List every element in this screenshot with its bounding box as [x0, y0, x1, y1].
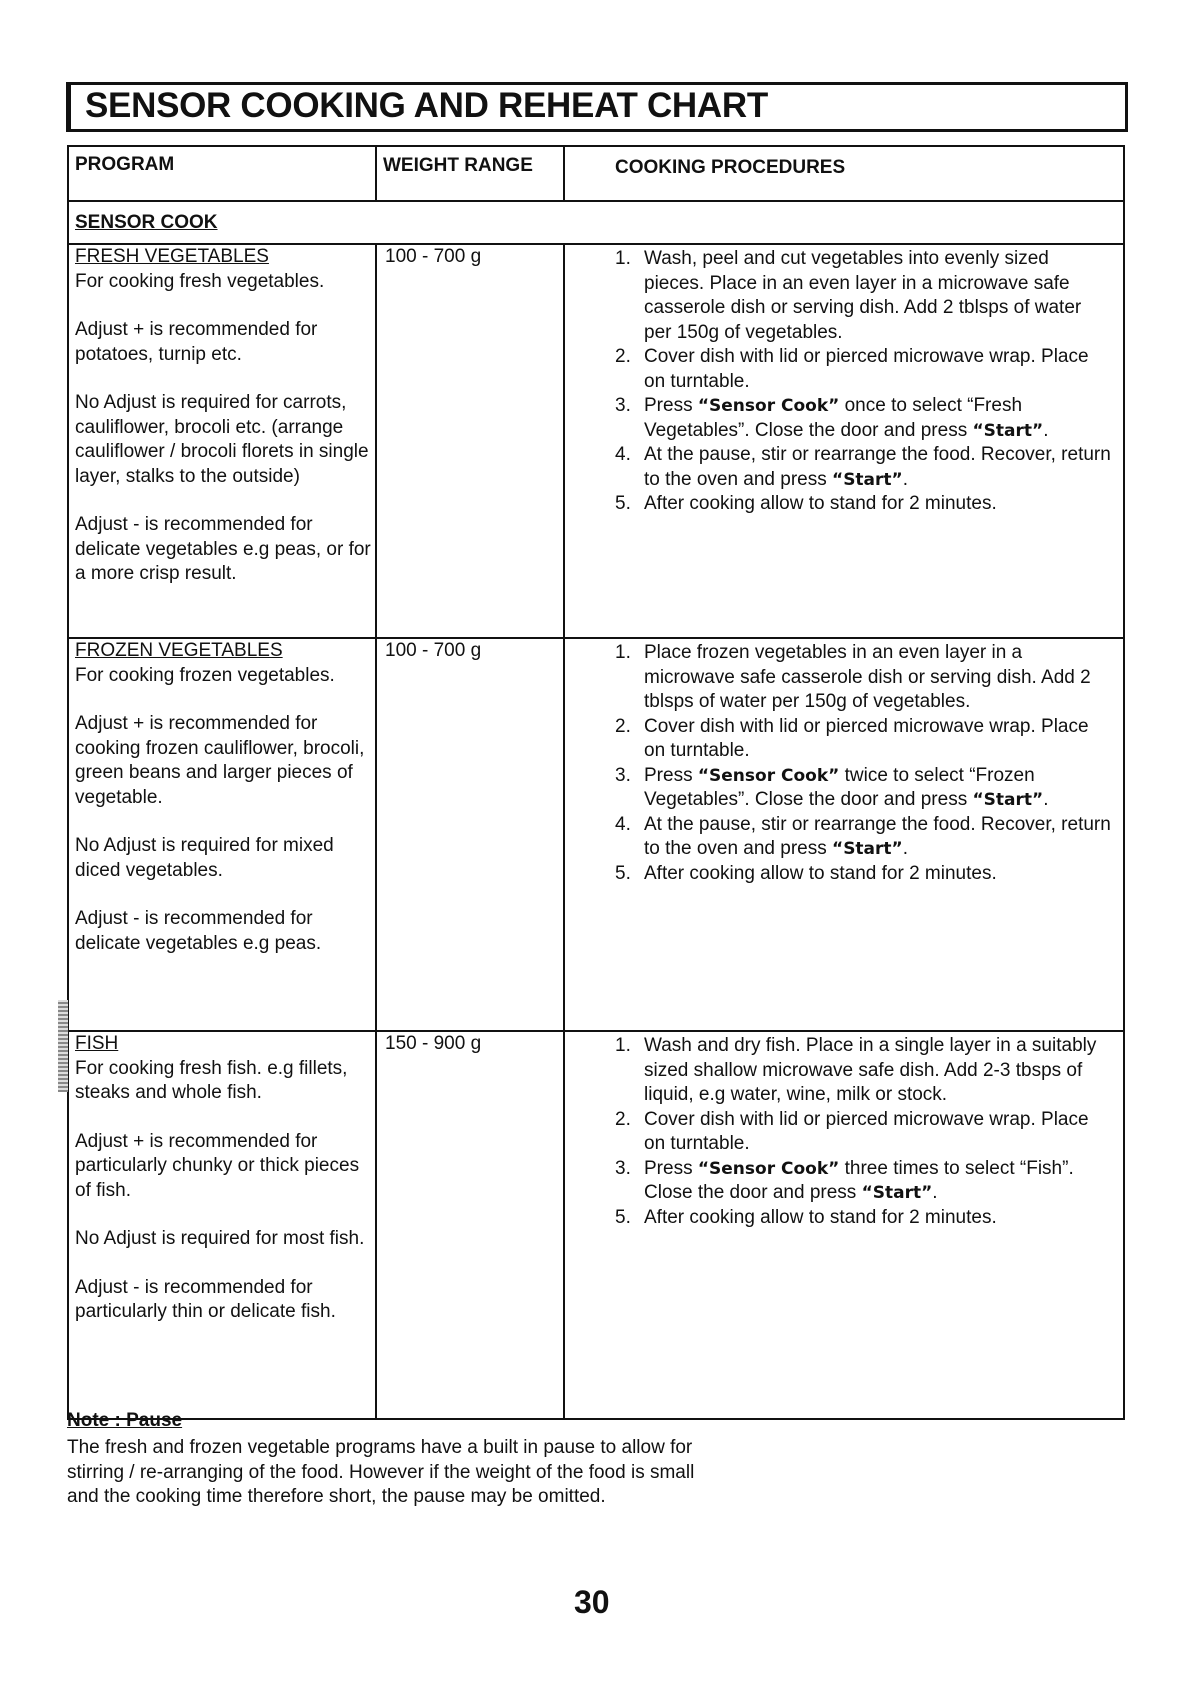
section-row: [68, 201, 1124, 244]
section-heading: SENSOR COOK: [75, 212, 218, 233]
program-note: Adjust + is recommended for particularly chunky or thick pieces of fish.: [75, 1130, 360, 1201]
step-text: Press: [644, 764, 698, 786]
step-text: Wash and dry fish. Place in a single layer in a suitably sized shallow microwave safe dish. Add 2-3 tbsps of liquid, e.g water, wine, milk or stock.: [644, 1035, 1097, 1105]
step-text: At the pause, stir or rearrange the food. Recover, return to the oven and press: [644, 444, 1111, 490]
program-note: Adjust - is recommended for particularly thin or delicate fish.: [75, 1276, 336, 1322]
weight-range-cell: 150 - 900 g: [376, 1031, 564, 1419]
program-cell: [68, 244, 376, 638]
step-number: 2.: [615, 715, 631, 737]
program-cell: [68, 1031, 376, 1419]
button-name: “Sensor Cook”: [697, 1158, 840, 1179]
step-text: .: [902, 468, 908, 490]
table-row: [68, 244, 1124, 638]
step-text: Cover dish with lid or pierced microwave wrap. Place on turntable.: [644, 1108, 1089, 1154]
page-number: 30: [574, 1584, 610, 1620]
program-note: Adjust + is recommended for cooking frozen cauliflower, brocoli, green beans and larger pieces of vegetable.: [75, 713, 365, 808]
program-note: For cooking fresh fish. e.g fillets, steaks and whole fish.: [75, 1057, 348, 1103]
header-weight-range: WEIGHT RANGE: [376, 146, 564, 201]
procedure-step: [615, 1206, 1113, 1231]
program-note: For cooking fresh vegetables.: [75, 270, 325, 292]
step-number: 4.: [615, 813, 631, 835]
page-title: SENSOR COOKING AND REHEAT CHART: [85, 86, 768, 125]
button-name: “Start”: [972, 420, 1044, 441]
procedure-step: [615, 1157, 1113, 1206]
step-text: Cover dish with lid or pierced microwave wrap. Place on turntable.: [644, 346, 1089, 392]
procedure-step: [615, 641, 1113, 715]
procedure-step: [615, 394, 1113, 443]
procedure-step: [615, 345, 1113, 394]
step-text: Place frozen vegetables in an even layer in a microwave safe casserole dish or serving dish. Add 2 tblsps of water per 150g of vegetables.: [644, 642, 1091, 712]
button-name: “Sensor Cook”: [697, 765, 840, 786]
step-number: 4.: [615, 444, 631, 465]
weight-range-cell: 100 - 700 g: [376, 244, 564, 638]
step-text: Press: [644, 395, 698, 416]
table-row: [68, 638, 1124, 1031]
note-heading: Note : Pause: [67, 1410, 183, 1431]
step-number: 3.: [615, 764, 631, 786]
step-number: 5.: [615, 493, 631, 514]
step-text: After cooking allow to stand for 2 minutes.: [644, 1206, 997, 1228]
step-text: .: [902, 838, 908, 859]
step-text: three times to select “Fish”. Close the door and press: [644, 1157, 1074, 1203]
procedure-step: [615, 1108, 1113, 1157]
note-body: The fresh and frozen vegetable programs have a built in pause to allow for stirring / re-arranging of the food. However if the weight of the food is small and the cooking time therefore short, the pause may be omitted.: [67, 1437, 695, 1507]
step-number: 1.: [615, 642, 631, 663]
program-name: FRESH VEGETABLES: [75, 246, 269, 267]
procedures-cell: [564, 1031, 1124, 1419]
program-note: Adjust + is recommended for potatoes, turnip etc.: [75, 319, 318, 365]
program-note: Adjust - is recommended for delicate vegetables e.g peas.: [75, 908, 322, 954]
header-program: PROGRAM: [68, 146, 376, 201]
procedures-cell: [564, 244, 1124, 638]
step-text: Wash, peel and cut vegetables into evenly sized pieces. Place in an even layer in a microwave safe casserole dish or serving dish. Add 2 tblsps of water per 150g of vegetables.: [644, 248, 1082, 343]
program-note: For cooking frozen vegetables.: [75, 664, 335, 686]
step-number: 5.: [615, 1206, 631, 1228]
sensor-cooking-table: [67, 145, 1125, 1420]
step-number: 1.: [615, 248, 631, 269]
procedures-cell: [564, 638, 1124, 1031]
scan-margin-mark: [58, 1000, 68, 1092]
step-text: Cover dish with lid or pierced microwave wrap. Place on turntable.: [644, 715, 1089, 761]
weight-range-cell: 100 - 700 g: [376, 638, 564, 1031]
button-name: “Start”: [832, 839, 903, 859]
button-name: “Sensor Cook”: [697, 396, 840, 416]
header-cooking-procedures: COOKING PROCEDURES: [564, 146, 1124, 201]
procedure-step: [615, 715, 1113, 764]
program-note: No Adjust is required for carrots, cauliflower, brocoli etc. (arrange cauliflower / brocoli florets in single layer, stalks to the outside): [75, 392, 369, 487]
program-cell: [68, 638, 376, 1031]
procedure-step: [615, 862, 1113, 887]
procedure-step: [615, 247, 1113, 345]
program-name: FROZEN VEGETABLES: [75, 640, 283, 661]
step-text: .: [932, 1182, 938, 1203]
table-row: [68, 1031, 1124, 1419]
step-text: twice to select “Frozen Vegetables”. Close the door and press: [644, 764, 1035, 810]
program-note: No Adjust is required for mixed diced vegetables.: [75, 835, 334, 881]
procedure-step: [615, 813, 1113, 862]
title-box: [66, 82, 1128, 132]
program-name: FISH: [75, 1033, 119, 1054]
procedure-step: [615, 1034, 1113, 1108]
step-number: 2.: [615, 346, 631, 367]
step-text: .: [1043, 789, 1049, 810]
step-number: 1.: [615, 1035, 631, 1056]
step-text: After cooking allow to stand for 2 minutes.: [644, 493, 997, 514]
step-number: 5.: [615, 862, 631, 884]
step-number: 2.: [615, 1108, 631, 1130]
step-number: 3.: [615, 395, 631, 416]
button-name: “Start”: [972, 790, 1044, 810]
button-name: “Start”: [861, 1183, 933, 1203]
step-text: After cooking allow to stand for 2 minutes.: [644, 862, 997, 884]
procedure-step: [615, 492, 1113, 517]
procedure-step: [615, 764, 1113, 813]
program-note: No Adjust is required for most fish.: [75, 1228, 365, 1249]
procedure-step: [615, 443, 1113, 492]
step-number: 3.: [615, 1157, 631, 1179]
step-text: At the pause, stir or rearrange the food. Recover, return to the oven and press: [644, 813, 1111, 859]
table-header-row: [68, 146, 1124, 201]
step-text: once to select “Fresh Vegetables”. Close the door and press: [644, 395, 1023, 441]
button-name: “Start”: [832, 469, 903, 490]
program-note: Adjust - is recommended for delicate vegetables e.g peas, or for a more crisp result.: [75, 514, 371, 584]
step-text: .: [1043, 419, 1049, 441]
step-text: Press: [644, 1157, 698, 1179]
